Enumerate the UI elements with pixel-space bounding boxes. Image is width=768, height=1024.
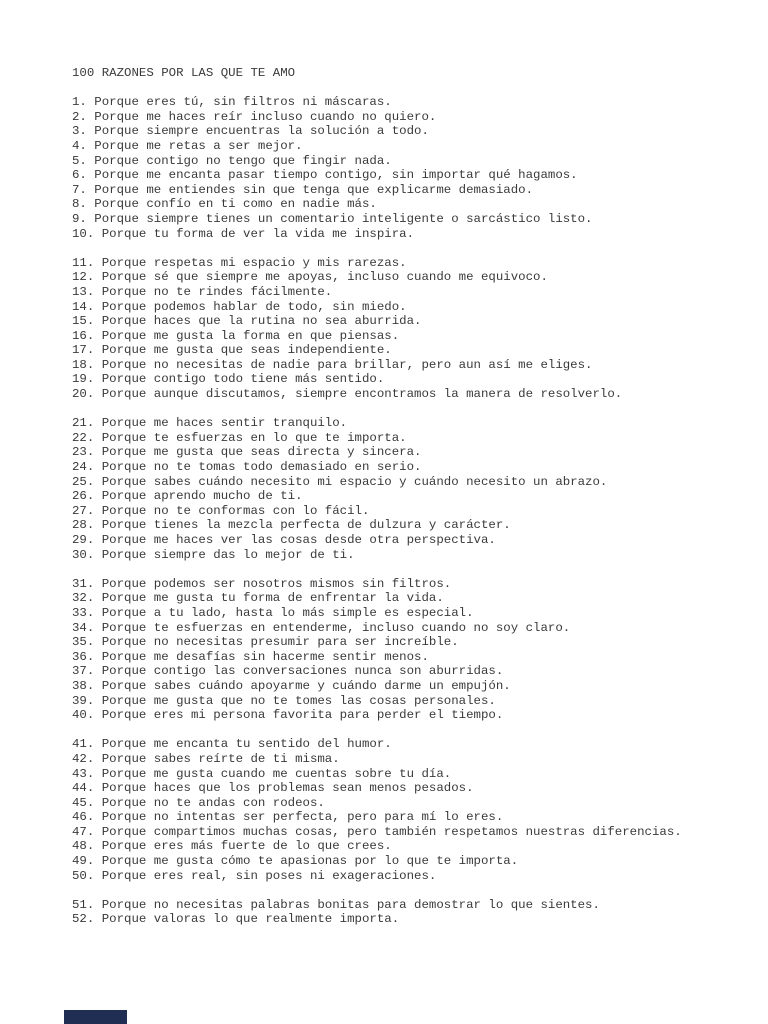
list-item: 13. Porque no te rindes fácilmente.	[72, 284, 333, 299]
list-item: 38. Porque sabes cuándo apoyarme y cuándo darme un empujón.	[72, 678, 511, 693]
list-item: 12. Porque sé que siempre me apoyas, incluso cuando me equivoco.	[72, 270, 548, 285]
list-item: 24. Porque no te tomas todo demasiado en serio.	[72, 460, 422, 475]
list-item: 10. Porque tu forma de ver la vida me inspira.	[72, 226, 415, 241]
list-item: 34. Porque te esfuerzas en entenderme, incluso cuando no soy claro.	[72, 620, 571, 635]
list-item: 45. Porque no te andas con rodeos.	[72, 795, 325, 810]
list-item: 42. Porque sabes reírte de ti misma.	[72, 751, 340, 766]
list-item: 36. Porque me desafías sin hacerme sentir menos.	[72, 649, 429, 664]
list-item: 46. Porque no intentas ser perfecta, pero para mí lo eres.	[72, 810, 504, 825]
list-item: 18. Porque no necesitas de nadie para brillar, pero aun así me eliges.	[72, 357, 593, 372]
list-item: 39. Porque me gusta que no te tomes las cosas personales.	[72, 693, 496, 708]
list-item: 9. Porque siempre tienes un comentario inteligente o sarcástico listo.	[72, 211, 593, 226]
document-title: 100 RAZONES POR LAS QUE TE AMO	[72, 66, 296, 80]
reasons-list	[72, 95, 748, 927]
list-item: 21. Porque me haces sentir tranquilo.	[72, 416, 348, 431]
list-item: 47. Porque compartimos muchas cosas, pero también respetamos nuestras diferencias.	[72, 824, 682, 839]
list-item: 41. Porque me encanta tu sentido del humor.	[72, 737, 392, 752]
list-item: 2. Porque me haces reír incluso cuando no quiero.	[72, 109, 437, 124]
list-item: 23. Porque me gusta que seas directa y sincera.	[72, 445, 422, 460]
list-item: 40. Porque eres mi persona favorita para perder el tiempo.	[72, 708, 504, 723]
list-item: 5. Porque contigo no tengo que fingir nada.	[72, 153, 392, 168]
list-item: 27. Porque no te conformas con lo fácil.	[72, 503, 370, 518]
reasons-block	[72, 737, 748, 883]
list-item: 14. Porque podemos hablar de todo, sin miedo.	[72, 299, 407, 314]
list-item: 11. Porque respetas mi espacio y mis rarezas.	[72, 255, 407, 270]
list-item: 28. Porque tienes la mezcla perfecta de dulzura y carácter.	[72, 518, 511, 533]
list-item: 7. Porque me entiendes sin que tenga que explicarme demasiado.	[72, 182, 534, 197]
list-item: 51. Porque no necesitas palabras bonitas para demostrar lo que sientes.	[72, 897, 600, 912]
list-item: 16. Porque me gusta la forma en que piensas.	[72, 328, 400, 343]
list-item: 52. Porque valoras lo que realmente importa.	[72, 912, 400, 927]
list-item: 20. Porque aunque discutamos, siempre encontramos la manera de resolverlo.	[72, 387, 623, 402]
list-item: 1. Porque eres tú, sin filtros ni máscaras.	[72, 95, 392, 110]
list-item: 35. Porque no necesitas presumir para ser increíble.	[72, 635, 459, 650]
reasons-block	[72, 256, 748, 402]
list-item: 29. Porque me haces ver las cosas desde otra perspectiva.	[72, 533, 496, 547]
list-item: 31. Porque podemos ser nosotros mismos sin filtros.	[72, 576, 452, 591]
list-item: 50. Porque eres real, sin poses ni exageraciones.	[72, 868, 437, 883]
list-item: 32. Porque me gusta tu forma de enfrentar la vida.	[72, 591, 444, 606]
list-item: 26. Porque aprendo mucho de ti.	[72, 489, 303, 504]
list-item: 37. Porque contigo las conversaciones nunca son aburridas.	[72, 664, 504, 679]
list-item: 33. Porque a tu lado, hasta lo más simple es especial.	[72, 605, 474, 620]
footer-bar-fragment[interactable]	[64, 1010, 127, 1024]
list-item: 48. Porque eres más fuerte de lo que crees.	[72, 839, 392, 854]
list-item: 22. Porque te esfuerzas en lo que te importa.	[72, 430, 407, 445]
list-item: 49. Porque me gusta cómo te apasionas por lo que te importa.	[72, 854, 519, 869]
reasons-block	[72, 577, 748, 723]
reasons-block	[72, 416, 748, 562]
reasons-block	[72, 898, 748, 927]
list-item: 44. Porque haces que los problemas sean menos pesados.	[72, 781, 474, 796]
list-item: 8. Porque confío en ti como en nadie más.	[72, 197, 377, 212]
list-item: 19. Porque contigo todo tiene más sentido.	[72, 372, 385, 387]
list-item: 43. Porque me gusta cuando me cuentas sobre tu día.	[72, 766, 452, 781]
list-item: 25. Porque sabes cuándo necesito mi espacio y cuándo necesito un abrazo.	[72, 474, 608, 489]
reasons-block	[72, 95, 748, 241]
list-item: 30. Porque siempre das lo mejor de ti.	[72, 547, 355, 562]
list-item: 3. Porque siempre encuentras la solución a todo.	[72, 124, 429, 139]
list-item: 17. Porque me gusta que seas independiente.	[72, 343, 392, 358]
list-item: 15. Porque haces que la rutina no sea aburrida.	[72, 314, 422, 329]
list-item: 4. Porque me retas a ser mejor.	[72, 138, 303, 153]
list-item: 6. Porque me encanta pasar tiempo contigo, sin importar qué hagamos.	[72, 168, 578, 183]
